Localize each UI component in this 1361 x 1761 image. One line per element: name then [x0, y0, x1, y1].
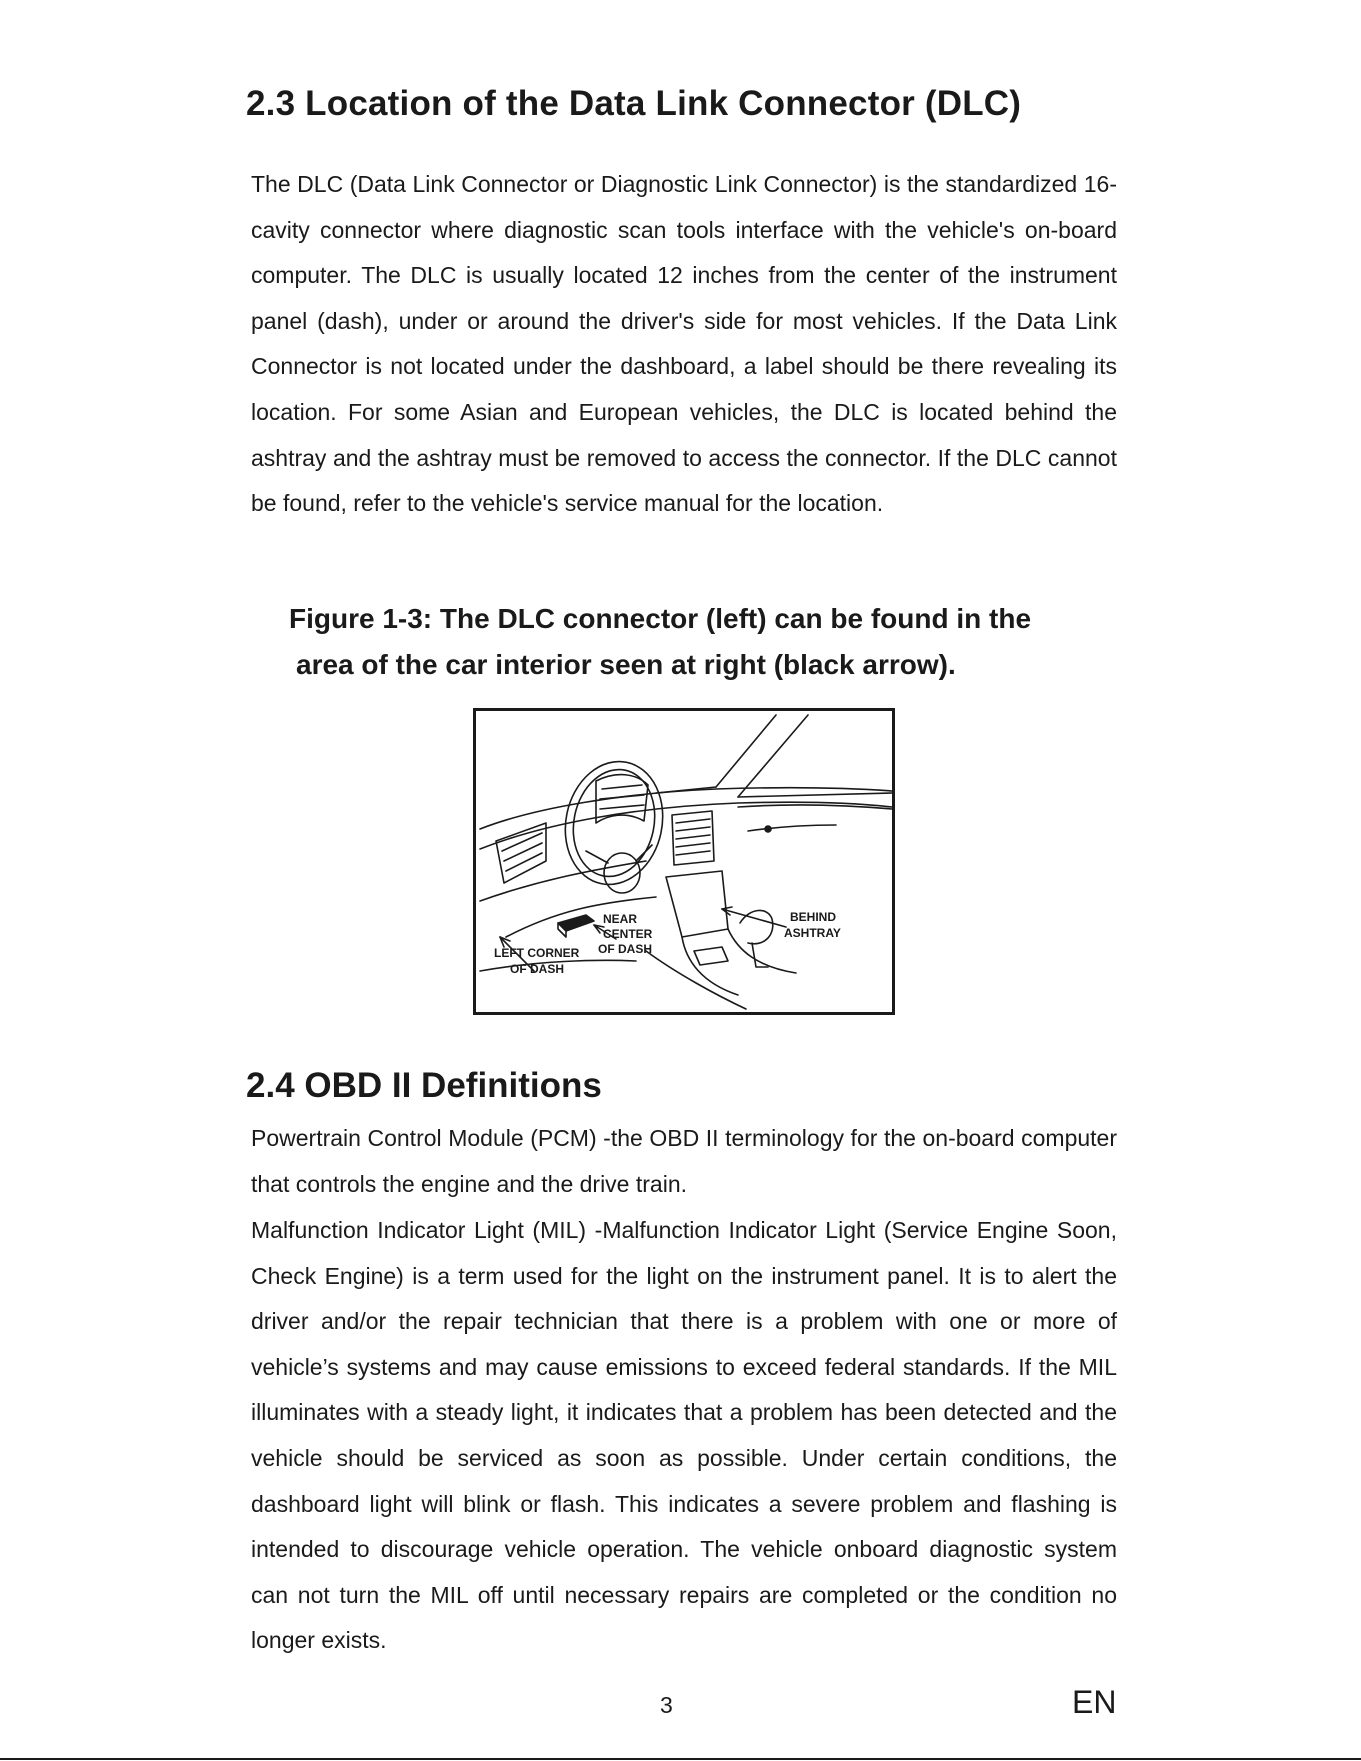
section-heading-obd-definitions: 2.4 OBD II Definitions	[246, 1066, 602, 1105]
center-console	[666, 871, 728, 937]
dlc-connector	[558, 915, 594, 931]
dlc-location-paragraph: The DLC (Data Link Connector or Diagnostic Link Connector) is the standardized 16-cavity connector where diagnostic scan tools interface with the vehicle's on-board computer. The DLC is usually located 12 inches from the center of the instrument panel (dash), under or around the driver's side for most vehicles. If the Data Link Connector is not located under the dashboard, a label should be there revealing its location. For some Asian and European vehicles, the DLC is located behind the ashtray and the ashtray must be removed to access the connector. If the DLC cannot be found, refer to the vehicle's service manual for the location.	[251, 171, 1117, 517]
mil-definition-paragraph: Malfunction Indicator Light (MIL) -Malfunction Indicator Light (Service Engine Soon, Check Engine) is a term used for the light on the instrument panel. It is to alert the driver and/or the repair technician that there is a problem with one or more of vehicle’s systems and may cause emissions to exceed federal standards. If the MIL illuminates with a steady light, it indicates that a problem has been detected and the vehicle should be serviced as soon as possible. Under certain conditions, the dashboard light will blink or flash. This indicates a severe problem and flashing is intended to discourage vehicle operation. The vehicle onboard diagnostic system can not turn the MIL off until necessary repairs are completed or the condition no longer exists.	[251, 1217, 1117, 1654]
label-ashtray: ASHTRAY	[784, 926, 841, 940]
page-number: 3	[660, 1692, 673, 1718]
figure-caption-line-1: Figure 1-3: The DLC connector (left) can be found in the	[289, 603, 1032, 634]
windshield-pillar-line	[738, 715, 808, 797]
label-of-dash: OF DASH	[598, 942, 652, 956]
figure-caption-line-2: area of the car interior seen at right (black arrow).	[296, 649, 956, 680]
section-heading-dlc-location: 2.3 Location of the Data Link Connector (DLC)	[246, 84, 1022, 123]
label-center: CENTER	[603, 927, 653, 941]
pcm-definition-paragraph: Powertrain Control Module (PCM) -the OBD II terminology for the on-board computer that controls the engine and the drive train.	[251, 1125, 1117, 1197]
label-left-of-dash: OF DASH	[510, 962, 564, 976]
ashtray	[694, 947, 728, 965]
steering-wheel	[554, 752, 674, 893]
windshield-pillar-line	[716, 715, 776, 787]
label-left-corner: LEFT CORNER	[494, 946, 580, 960]
glovebox-line	[748, 825, 836, 831]
label-near: NEAR	[603, 912, 638, 926]
language-code: EN	[1072, 1684, 1117, 1720]
car-interior-drawing	[476, 711, 892, 1012]
label-behind: BEHIND	[790, 910, 837, 924]
bottom-divider	[0, 1758, 1361, 1760]
dashboard-dlc-illustration	[473, 708, 895, 1015]
steering-hub	[604, 853, 640, 893]
